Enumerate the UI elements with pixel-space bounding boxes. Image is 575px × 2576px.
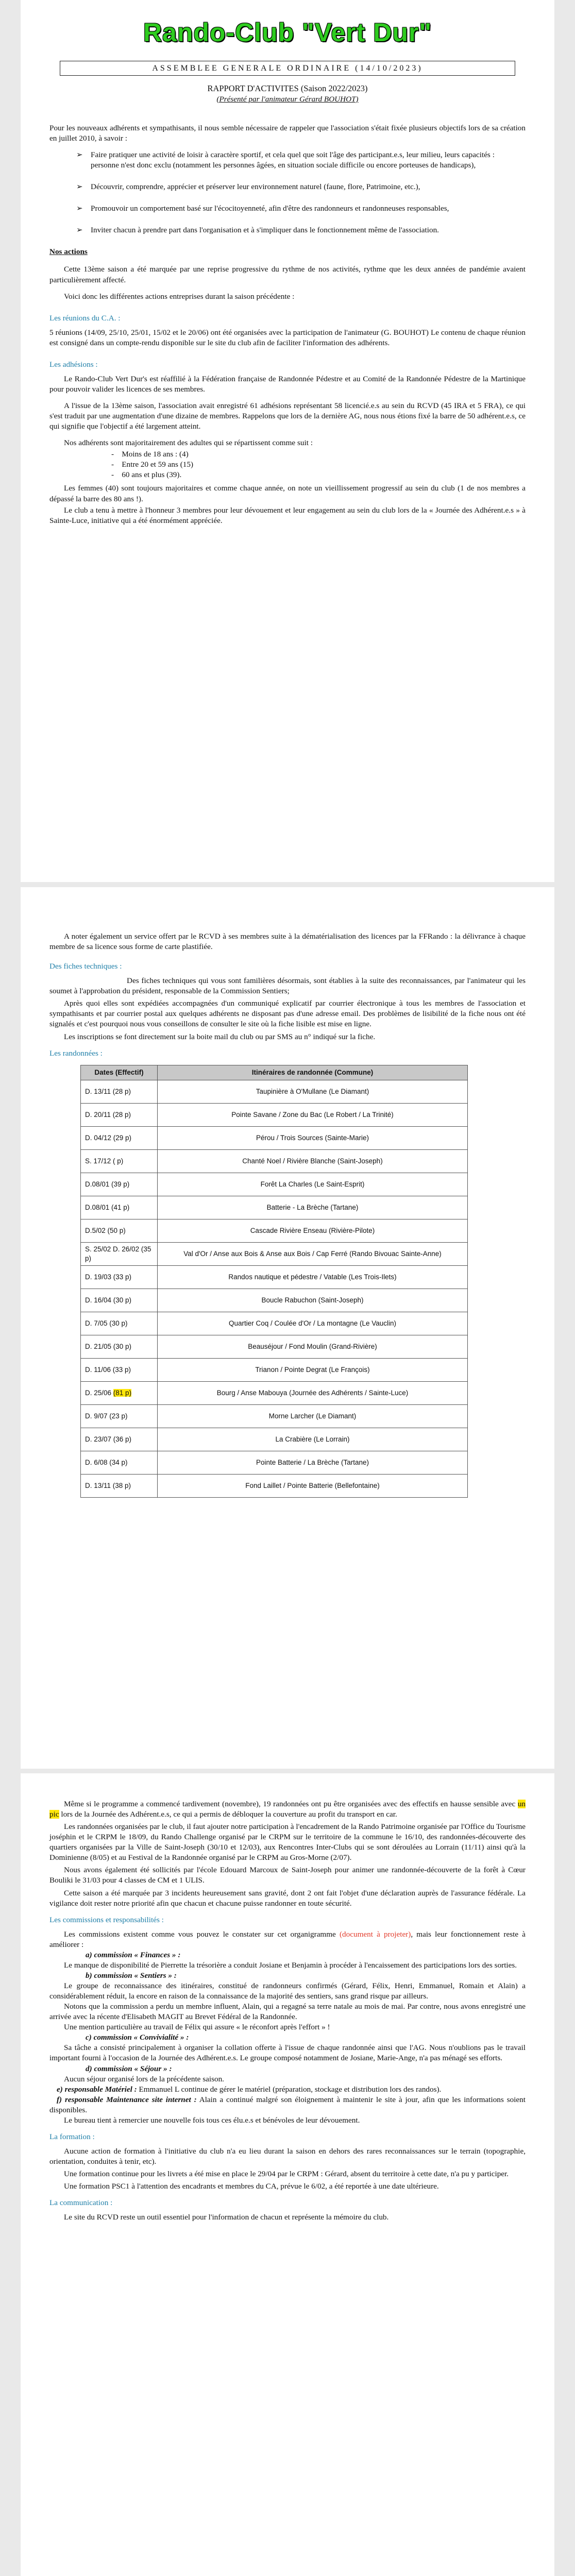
objective-item: ➢ Promouvoir un comportement basé sur l'écocitoyenneté, afin d'être des randonneurs et randonneuses responsables, bbox=[89, 204, 526, 214]
fiches-heading: Des fiches techniques : bbox=[49, 962, 122, 971]
cell-itinerary: Val d'Or / Anse aux Bois & Anse aux Bois / Cap Ferré (Rando Bivouac Sainte-Anne) bbox=[158, 1242, 468, 1265]
assembly-banner: ASSEMBLEE GENERALE ORDINAIRE (14/10/2023) bbox=[60, 61, 515, 76]
commission-finances-heading: a) commission « Finances » : bbox=[86, 1950, 181, 1959]
cell-date: D. 04/12 (29 p) bbox=[81, 1126, 158, 1149]
table-row bbox=[81, 1451, 468, 1474]
age-list bbox=[49, 449, 526, 480]
objective-item: ➢ Découvrir, comprendre, apprécier et préserver leur environnement naturel (faune, flore, Patrimoine, etc.), bbox=[89, 182, 526, 192]
table-row bbox=[81, 1289, 468, 1312]
cell-date: D. 11/06 (33 p) bbox=[81, 1358, 158, 1381]
table-row bbox=[81, 1080, 468, 1103]
cell-date: S. 25/02 D. 26/02 (35 p) bbox=[81, 1242, 158, 1265]
commissions-thanks: Le bureau tient à remercier une nouvelle fois tous ces élu.e.s et bénévoles de leur dévouement. bbox=[64, 2115, 360, 2125]
formation-paragraph: Aucune action de formation à l'initiative du club n'a eu lieu durant la saison en dehors des rares reconnaissances sur le terrain (topographie, orientation, conduites à tenir, etc). bbox=[49, 2146, 526, 2166]
cell-itinerary: Trianon / Pointe Degrat (Le François) bbox=[158, 1358, 468, 1381]
cell-date: D. 6/08 (34 p) bbox=[81, 1451, 158, 1474]
formation-paragraph: Une formation PSC1 à l'attention des encadrants et membres du CA, prévue le 6/02, a été reportée à une date ultérieure. bbox=[64, 2182, 439, 2191]
table-row bbox=[81, 1335, 468, 1358]
members-paragraph: A l'issue de la 13ème saison, l'association avait enregistré 61 adhésions représentant 58 licencié.e.s au sein du RCVD (45 IRA et 5 FRA), ce qui s'est traduit par une augmentation d'une dizaine de membres. Rappelons que lors de la dernière AG, nous nous étions fixé la barre de 50 adhérent.e.s, ce qui signifie que l'objectif a été largement atteint. bbox=[49, 401, 526, 431]
cell-itinerary: Batterie - La Brèche (Tartane) bbox=[158, 1196, 468, 1219]
page-3 bbox=[21, 1773, 554, 2576]
responsable-site-heading: f) responsable Maintenance site internet : bbox=[57, 2095, 197, 2104]
cell-itinerary: Fond Laillet / Pointe Batterie (Bellefontaine) bbox=[158, 1474, 468, 1497]
column-header-dates: Dates (Effectif) bbox=[81, 1065, 158, 1080]
table-row bbox=[81, 1242, 468, 1265]
communication-heading: La communication : bbox=[49, 2198, 113, 2208]
responsable-site bbox=[49, 2095, 526, 2115]
members-paragraph: Les femmes (40) sont toujours majoritaires et comme chaque année, on note un vieillissement progressif au sein du club (1 de nos membres a dépassé la barre des 80 ans !). bbox=[49, 484, 526, 503]
table-row bbox=[81, 1173, 468, 1196]
cell-date: S. 17/12 ( p) bbox=[81, 1149, 158, 1173]
report-presenter: (Présenté par l'animateur Gérard BOUHOT) bbox=[216, 94, 359, 104]
page-2 bbox=[21, 887, 554, 1769]
cell-itinerary: Cascade Rivière Enseau (Rivière-Pilote) bbox=[158, 1219, 468, 1242]
actions-heading: Nos actions bbox=[49, 247, 88, 257]
responsable-materiel bbox=[49, 2084, 526, 2095]
table-row bbox=[81, 1428, 468, 1451]
highlighted-text: un pic bbox=[49, 1800, 526, 1819]
commission-convivialite-text: Sa tâche a consisté principalement à organiser la collation offerte à l'issue de chaque randonnée ainsi que l'AG. Nous n'oublions pas le travail important fourni à l'occasion de la Journée des Adhérent.e.s. Le groupe composé notamment de Josiane, Marie-Ange, n'a pas ménagé ses efforts. bbox=[49, 2043, 526, 2063]
commissions-intro-text: Les commissions existent comme vous pouvez le constater sur cet organigramme bbox=[64, 1929, 340, 1939]
members-paragraph: Le Rando-Club Vert Dur's est réaffilié à la Fédération française de Randonnée Pédestre et au Comité de la Randonnée Pédestre de la Martinique pour pouvoir valider les licences de ses membres. bbox=[49, 374, 526, 394]
cell-itinerary: Pointe Batterie / La Brèche (Tartane) bbox=[158, 1451, 468, 1474]
cell-date: D. 21/05 (30 p) bbox=[81, 1335, 158, 1358]
commission-sentiers-text: Notons que la commission a perdu un membre influent, Alain, qui a regagné sa terre natale au mois de mai. Par contre, nous avons enregistré une arrivée avec la récente d'Elisabeth MAGIT au Brevet Fédéral de la Randonnée. bbox=[49, 2002, 526, 2022]
cell-date: D. 9/07 (23 p) bbox=[81, 1404, 158, 1428]
cell-date: D.08/01 (41 p) bbox=[81, 1196, 158, 1219]
table-row bbox=[81, 1474, 468, 1497]
objective-item: ➢ Inviter chacun à prendre part dans l'organisation et à s'impliquer dans le fonctionnement même de l'association. bbox=[89, 225, 526, 235]
randos-summary bbox=[49, 1799, 526, 1820]
age-item: - Entre 20 et 59 ans (15) bbox=[111, 460, 526, 470]
cell-date-text: D. 25/06 bbox=[85, 1388, 113, 1397]
cell-date: D. 23/07 (36 p) bbox=[81, 1428, 158, 1451]
commission-sejour-text: Aucun séjour organisé lors de la précédente saison. bbox=[64, 2074, 224, 2083]
document-note: (document à projeter) bbox=[339, 1929, 411, 1939]
table-row bbox=[81, 1404, 468, 1428]
commission-sejour-heading: d) commission « Séjour » : bbox=[86, 2064, 172, 2073]
table-row bbox=[81, 1126, 468, 1149]
license-paragraph: A noter également un service offert par le RCVD à ses membres suite à la dématérialisation des licences par la FFRando : la délivrance à chaque membre de sa licence sous forme de carte plastifiée. bbox=[49, 932, 526, 952]
page-1 bbox=[21, 0, 554, 882]
cell-date bbox=[81, 1381, 158, 1404]
incidents-paragraph: Cette saison a été marquée par 3 incidents heureusement sans gravité, dont 2 ont fait l'objet d'une déclaration auprès de l'assurance fédérale. La vigilance doit rester notre priorité afin que chacun et chacune puisse randonner en toute sécurité. bbox=[49, 1888, 526, 1908]
fiches-paragraph: Les inscriptions se font directement sur la boite mail du club ou par SMS au n° indiqué sur la fiche. bbox=[64, 1032, 376, 1041]
commission-finances-text: Le manque de disponibilité de Pierrette la trésorière a conduit Josiane et Benjamin à procéder à l'encaissement des participations lors des sorties. bbox=[64, 1960, 517, 1970]
table-header-row bbox=[81, 1065, 468, 1080]
cell-itinerary: Pérou / Trois Sources (Sainte-Marie) bbox=[158, 1126, 468, 1149]
commissions-heading: Les commissions et responsabilités : bbox=[49, 1915, 164, 1924]
cell-itinerary: Chanté Noel / Rivière Blanche (Saint-Joseph) bbox=[158, 1149, 468, 1173]
age-item: - Moins de 18 ans : (4) bbox=[111, 449, 526, 460]
table-row bbox=[81, 1312, 468, 1335]
cell-date: D. 16/04 (30 p) bbox=[81, 1289, 158, 1312]
cell-itinerary: Beauséjour / Fond Moulin (Grand-Rivière) bbox=[158, 1335, 468, 1358]
actions-paragraph: Cette 13ème saison a été marquée par une reprise progressive du rythme de nos activités, rythme que les deux années de pandémie avaient particulièrement affecté. bbox=[49, 265, 526, 284]
commission-convivialite-heading: c) commission « Convivialité » : bbox=[86, 2033, 189, 2042]
table-row bbox=[81, 1381, 468, 1404]
cell-itinerary: Quartier Coq / Coulée d'Or / La montagne (Le Vauclin) bbox=[158, 1312, 468, 1335]
column-header-itineraires: Itinéraires de randonnée (Commune) bbox=[158, 1065, 468, 1080]
cell-date: D.5/02 (50 p) bbox=[81, 1219, 158, 1242]
commissions-intro bbox=[49, 1929, 526, 1950]
table-row bbox=[81, 1149, 468, 1173]
table-row bbox=[81, 1358, 468, 1381]
table-row bbox=[81, 1196, 468, 1219]
randonnees-table bbox=[80, 1065, 468, 1498]
fiches-paragraph: Des fiches techniques qui vous sont familières désormais, sont établies à la suite des reconnaissances, par l'animateur qui les soumet à l'approbation du président, responsable de la Commission Sentiers; bbox=[49, 976, 526, 996]
communication-paragraph: Le site du RCVD reste un outil essentiel pour l'information de chacun et représente la mémoire du club. bbox=[64, 2213, 389, 2222]
table-row bbox=[81, 1103, 468, 1126]
cell-itinerary: Morne Larcher (Le Diamant) bbox=[158, 1404, 468, 1428]
cell-date: D. 13/11 (28 p) bbox=[81, 1080, 158, 1103]
objective-item: ➢ Faire pratiquer une activité de loisir à caractère sportif, et cela quel que soit l'âge des participant.e.s, leur milieu, leurs capacités : personne n'est donc exclu (notamment les personnes âgées, en situation sociale difficile ou encore porteuses de handicaps), bbox=[89, 150, 526, 171]
members-paragraph: Le club a tenu à mettre à l'honneur 3 membres pour leur dévouement et leur engagement au sein du club lors de la « Journée des Adhérent.e.s » à Sainte-Luce, initiative qui a été énormément appréciée. bbox=[49, 505, 526, 525]
cell-itinerary: Pointe Savane / Zone du Bac (Le Robert / La Trinité) bbox=[158, 1103, 468, 1126]
cell-date: D. 19/03 (33 p) bbox=[81, 1265, 158, 1289]
school-paragraph: Nous avons également été sollicités par l'école Edouard Marcoux de Saint-Joseph pour animer une randonnée-découverte de la forêt à Cœur Bouliki le 31/03 pour 4 classes de CM et 1 ULIS. bbox=[49, 1866, 526, 1885]
table-row bbox=[81, 1265, 468, 1289]
cell-itinerary: Randos nautique et pédestre / Vatable (Les Trois-Ilets) bbox=[158, 1265, 468, 1289]
randos-summary-text: Même si le programme a commencé tardivement (novembre), 19 randonnées ont pu être organisées avec des effectifs en hausse sensible avec bbox=[64, 1800, 518, 1808]
randos-heading: Les randonnées : bbox=[49, 1048, 103, 1058]
cell-date: D. 7/05 (30 p) bbox=[81, 1312, 158, 1335]
cell-itinerary: Forêt La Charles (Le Saint-Esprit) bbox=[158, 1173, 468, 1196]
responsable-materiel-text: Emmanuel L continue de gérer le matériel (préparation, stockage et distribution lors des randos). bbox=[137, 2084, 442, 2094]
cell-itinerary: Taupinière à O'Mullane (Le Diamant) bbox=[158, 1080, 468, 1103]
highlighted-effectif: (81 p) bbox=[113, 1388, 132, 1397]
ca-paragraph: 5 réunions (14/09, 25/10, 25/01, 15/02 et le 20/06) ont été organisées avec la participation de l'animateur (G. BOUHOT) Le contenu de chaque réunion est consigné dans un compte-rendu disponible sur le site du club afin de faciliter l'information des adhérents. bbox=[49, 328, 526, 347]
report-title: RAPPORT D'ACTIVITES (Saison 2022/2023) bbox=[207, 83, 368, 94]
responsable-site-text: Alain a continué malgré son éloignement à maintenir le site à jour, afin que les informations soient disponibles. bbox=[49, 2095, 526, 2114]
cell-date: D. 20/11 (28 p) bbox=[81, 1103, 158, 1126]
commission-sentiers-text: Une mention particulière au travail de Félix qui assure « le réconfort après l'effort » ! bbox=[64, 2023, 330, 2032]
table-row bbox=[81, 1219, 468, 1242]
cell-itinerary: Bourg / Anse Mabouya (Journée des Adhérents / Sainte-Luce) bbox=[158, 1381, 468, 1404]
commission-sentiers-text: Le groupe de reconnaissance des itinéraires, constitué de randonneurs confirmés (Gérard, Félix, Henri, Emmanuel, Romain et Alain) a considérablement réduit, la encore en raison de la connaissance de la majorité des sentiers, sans grand risque par ailleurs. bbox=[49, 1981, 526, 2001]
age-item: - 60 ans et plus (39). bbox=[111, 470, 526, 480]
formation-heading: La formation : bbox=[49, 2132, 95, 2141]
actions-paragraph: Voici donc les différentes actions entreprises durant la saison précédente : bbox=[64, 292, 295, 301]
cell-itinerary: Boucle Rabuchon (Saint-Joseph) bbox=[158, 1289, 468, 1312]
formation-paragraph: Une formation continue pour les livrets a été mise en place le 29/04 par le CRPM : Gérard, absent du territoire à cette date, n'a pu y participer. bbox=[64, 2170, 509, 2179]
intro-paragraph: Pour les nouveaux adhérents et sympathisants, il nous semble nécessaire de rappeler que l'association s'était fixée plusieurs objectifs lors de sa création en juillet 2010, à savoir : bbox=[49, 123, 526, 143]
objectives-list bbox=[49, 150, 526, 235]
commissions-intro-text: , mais leur fonctionnement reste à améliorer : bbox=[49, 1929, 526, 1949]
responsable-materiel-heading: e) responsable Matériel : bbox=[57, 2084, 137, 2094]
cell-date: D.08/01 (39 p) bbox=[81, 1173, 158, 1196]
cell-itinerary: La Crabière (Le Lorrain) bbox=[158, 1428, 468, 1451]
cell-date: D. 13/11 (38 p) bbox=[81, 1474, 158, 1497]
members-paragraph: Nos adhérents sont majoritairement des adultes qui se répartissent comme suit : bbox=[64, 438, 313, 448]
randos-summary-text: lors de la Journée des Adhérent.e.s, ce qui a permis de débloquer la couverture au profit du transport en car. bbox=[59, 1810, 397, 1819]
members-heading: Les adhésions : bbox=[49, 360, 98, 369]
fiches-paragraph: Après quoi elles sont expédiées accompagnées d'un communiqué explicatif par courrier électronique à tous les membres de l'association et sympathisants et par courrier postal aux quelques adhérents ne disposant pas d'une adresse email. Des problèmes de lisibilité de la fiche nous ont été signalés et c'est pourquoi nous vous conseillons de consulter le site où la fiche lisible est mise en ligne. bbox=[49, 999, 526, 1029]
club-title: Rando-Club "Vert Dur" bbox=[143, 18, 432, 47]
ca-heading: Les réunions du C.A. : bbox=[49, 313, 121, 323]
commission-sentiers-heading: b) commission « Sentiers » : bbox=[86, 1971, 177, 1980]
participation-paragraph: Les randonnées organisées par le club, il faut ajouter notre participation à l'encadrement de la Rando Patrimoine organisée par l'Office du Tourisme joséphin et le CRPM le 18/09, du Rando Challenge organisé par le CRPM sur le territoire de la commune le 16/10, des randonnées-découverte des quartiers organisées par la Ville de Saint-Joseph (30/10 et 12/03), aux Rencontres Inter-Clubs qui se sont déroulées au Lorrain (11/11) ainsi qu'à la Dominienne (8/05) et au Festival de la Randonnée organisé par le CRPM au Gros-Morne (2/07). bbox=[49, 1822, 526, 1862]
